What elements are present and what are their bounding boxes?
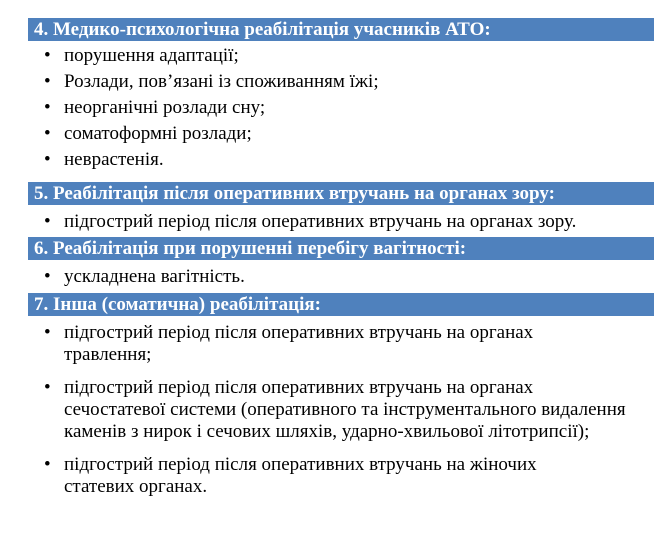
list-item-text: ускладнена вагітність. <box>64 266 245 287</box>
bullet-icon: • <box>44 454 51 475</box>
bullet-icon: • <box>44 45 51 66</box>
list-item <box>44 377 624 443</box>
section-list-5 <box>44 211 654 233</box>
bullet-icon: • <box>44 71 51 92</box>
list-item <box>44 322 624 366</box>
list-item <box>44 71 644 93</box>
bullet-icon: • <box>44 266 51 287</box>
list-item <box>44 123 644 145</box>
list-item-text: підгострий період після оперативних втручань на органах зору. <box>64 211 577 232</box>
list-item <box>44 149 644 171</box>
list-item-text: підгострий період після оперативних втручань на органах травлення; <box>64 322 534 365</box>
list-item-text: порушення адаптації; <box>64 45 239 66</box>
list-item <box>44 97 644 119</box>
list-item-text: підгострий період після оперативних втручань на жіночих статевих органах. <box>64 454 537 497</box>
list-item <box>44 211 654 233</box>
section-list-4 <box>44 45 644 171</box>
section-heading-7: 7. Інша (соматична) реабілітація: <box>28 293 654 316</box>
list-item-text: підгострий період після оперативних втручань на органах сечостатевої системи (оперативного та інструментального видалення каменів з нирок і сечових шляхів, ударно-хвильової літотрипсії); <box>64 377 626 442</box>
list-item <box>44 45 644 67</box>
list-item <box>44 266 644 288</box>
list-item-text: неврастенія. <box>64 149 164 170</box>
section-list-6 <box>44 266 644 288</box>
section-heading-6: 6. Реабілітація при порушенні перебігу вагітності: <box>28 237 654 260</box>
list-item-text: соматоформні розлади; <box>64 123 252 144</box>
section-heading-4: 4. Медико-психологічна реабілітація учасників АТО: <box>28 18 654 41</box>
list-item-text: Розлади, пов’язані із споживанням їжі; <box>64 71 379 92</box>
bullet-icon: • <box>44 211 51 232</box>
bullet-icon: • <box>44 123 51 144</box>
section-list-7 <box>44 322 624 498</box>
bullet-icon: • <box>44 97 51 118</box>
list-item-text: неорганічні розлади сну; <box>64 97 266 118</box>
bullet-icon: • <box>44 377 51 398</box>
list-item <box>44 454 624 498</box>
section-heading-5: 5. Реабілітація після оперативних втручань на органах зору: <box>28 182 654 205</box>
bullet-icon: • <box>44 322 51 343</box>
bullet-icon: • <box>44 149 51 170</box>
